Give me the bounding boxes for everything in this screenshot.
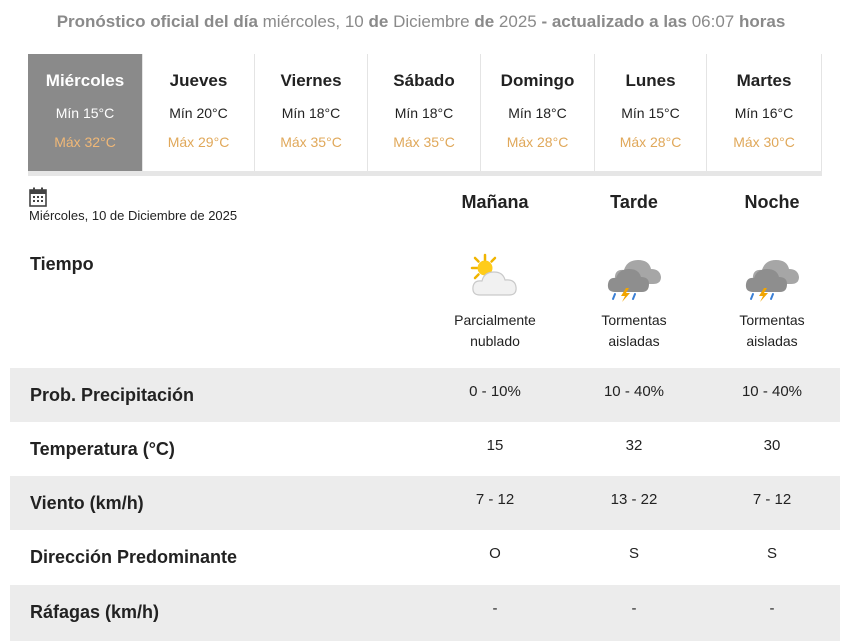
day-min-temp: Mín 15°C (621, 105, 680, 121)
partly-cloudy-icon (467, 252, 523, 302)
cell-manana: 15 (486, 437, 504, 454)
weather-desc-line2: aisladas (608, 333, 660, 349)
day-min-temp: Mín 16°C (734, 105, 794, 121)
tiempo-label: Tiempo (30, 254, 94, 274)
cell-manana: - (492, 600, 498, 617)
cell-manana: 7 - 12 (475, 491, 515, 508)
day-name: Miércoles (45, 71, 125, 90)
day-name: Sábado (393, 71, 455, 90)
day-tab-viernes[interactable] (255, 54, 368, 171)
day-max-temp: Máx 30°C (733, 134, 795, 150)
day-max-temp: Máx 28°C (506, 134, 569, 150)
row-temperatura (10, 422, 840, 476)
row-label: Prob. Precipitación (30, 385, 195, 405)
day-name: Domingo (500, 71, 575, 90)
day-min-temp: Mín 20°C (169, 105, 228, 121)
day-min-temp: Mín 15°C (55, 105, 115, 121)
row-label: Dirección Predominante (30, 547, 238, 567)
day-name: Martes (736, 71, 792, 90)
cell-tarde: - (631, 600, 637, 617)
day-max-temp: Máx 35°C (280, 134, 342, 150)
weather-desc-line1: Tormentas (739, 312, 805, 328)
day-tab-miercoles[interactable] (28, 54, 143, 171)
cell-tarde: S (628, 545, 639, 562)
cell-noche: S (766, 545, 777, 562)
day-tab-domingo[interactable] (481, 54, 595, 171)
day-max-temp: Máx 35°C (393, 134, 455, 150)
row-rafagas (10, 585, 840, 641)
cell-manana: 0 - 10% (469, 383, 521, 400)
cell-tarde: 32 (625, 437, 643, 454)
day-max-temp: Máx 29°C (167, 134, 230, 150)
day-max-temp: Máx 32°C (54, 134, 116, 150)
weather-manana (425, 252, 565, 352)
column-header-noche: Noche (744, 192, 800, 212)
day-min-temp: Mín 18°C (281, 105, 341, 121)
day-name: Viernes (280, 71, 342, 90)
forecast-header (0, 12, 842, 32)
weather-desc-line2: nublado (470, 333, 520, 349)
day-tab-martes[interactable] (707, 54, 822, 171)
row-viento (10, 476, 840, 530)
row-label: Ráfagas (km/h) (30, 602, 160, 622)
day-min-temp: Mín 18°C (394, 105, 454, 121)
header-month: Diciembre (393, 12, 470, 31)
row-direccion (10, 530, 840, 584)
column-header-tarde: Tarde (610, 192, 658, 212)
weather-desc-line1: Parcialmente (454, 312, 536, 328)
weather-desc-line2: aisladas (746, 333, 798, 349)
calendar-icon (29, 187, 47, 207)
day-min-temp: Mín 18°C (508, 105, 567, 121)
day-name: Lunes (625, 71, 676, 90)
cell-manana: O (489, 545, 501, 562)
weather-desc-line1: Tormentas (601, 312, 667, 328)
header-day-date: miércoles, 10 (262, 12, 364, 31)
header-hours: horas (738, 12, 786, 31)
header-title: Pronóstico oficial del día (56, 12, 258, 31)
thunderstorm-icon (605, 252, 663, 302)
thunderstorm-icon (743, 252, 801, 302)
day-tab-sabado[interactable] (368, 54, 481, 171)
header-updated-label: - actualizado a las (541, 12, 687, 31)
day-tabs (28, 54, 822, 176)
weather-noche (702, 252, 842, 352)
cell-tarde: 10 - 40% (603, 383, 665, 400)
column-header-manana: Mañana (461, 192, 529, 212)
header-de-1: de (368, 12, 389, 31)
cell-noche: 10 - 40% (741, 383, 803, 400)
cell-noche: 30 (763, 437, 781, 454)
row-label: Viento (km/h) (30, 493, 144, 513)
row-label: Temperatura (°C) (30, 439, 175, 459)
header-de-2: de (474, 12, 495, 31)
day-tab-jueves[interactable] (143, 54, 255, 171)
day-tab-lunes[interactable] (595, 54, 707, 171)
header-time: 06:07 (691, 12, 735, 31)
cell-noche: - (769, 600, 775, 617)
cell-noche: 7 - 12 (752, 491, 792, 508)
selected-date-block (29, 187, 237, 223)
row-prob-precipitacion (10, 368, 840, 422)
cell-tarde: 13 - 22 (610, 491, 658, 508)
header-year: 2025 (498, 12, 537, 31)
day-name: Jueves (169, 71, 228, 90)
day-max-temp: Máx 28°C (619, 134, 682, 150)
selected-date: Miércoles, 10 de Diciembre de 2025 (29, 208, 238, 223)
weather-tarde (564, 252, 704, 352)
